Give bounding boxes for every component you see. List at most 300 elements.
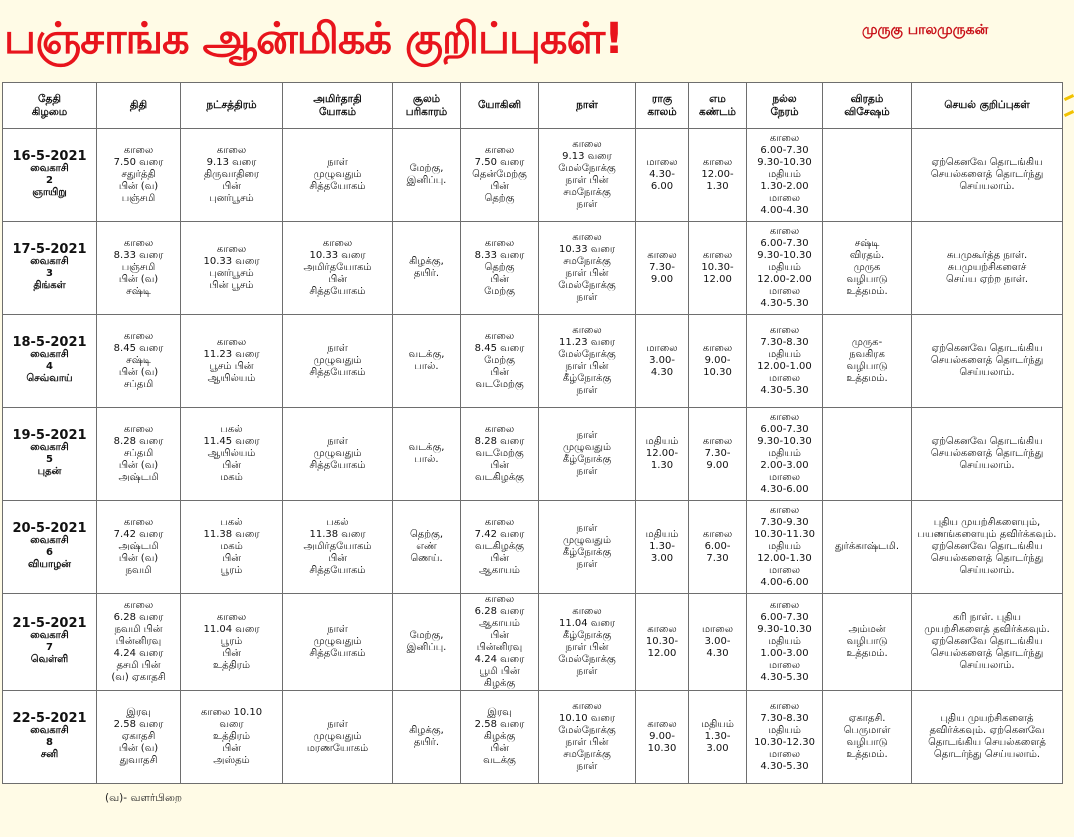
nakshatra-cell xyxy=(181,691,283,784)
action-notes-line: ஏற்கெனவே தொடங்கிய xyxy=(931,636,1043,647)
yogini-line: காலை xyxy=(484,145,515,156)
rahu-kalam-line: 1.30 xyxy=(650,460,674,471)
nalla-neram-line: 6.00-7.30 xyxy=(760,238,809,249)
nakshatra-line: பூசம் பின் xyxy=(209,361,254,372)
naal-line: காலை xyxy=(572,139,602,150)
amirthathi-yogam-line: முழுவதும் xyxy=(313,636,362,647)
nalla-neram-line: மதியம் xyxy=(768,636,801,647)
ema-kandam-line: 10.30 xyxy=(703,367,732,378)
nalla-neram-line: 4.30-5.30 xyxy=(760,761,809,772)
nalla-neram-line: 9.30-10.30 xyxy=(757,157,812,168)
yogini-line: மேற்கு xyxy=(484,286,515,297)
yogini-line: வடமேற்கு xyxy=(475,379,524,390)
yogini-line: பின் xyxy=(490,553,509,564)
column-header-text: பரிகாரம் xyxy=(405,105,448,118)
rahu-kalam-line: 3.00 xyxy=(650,553,674,564)
naal-line: கீழ்நோக்கு xyxy=(562,630,612,641)
nalla-neram-line: 4.30-5.30 xyxy=(760,672,809,683)
amirthathi-yogam-line: முழுவதும் xyxy=(313,355,362,366)
amirthathi-yogam-line: சித்தயோகம் xyxy=(309,648,366,659)
nalla-neram-line: மாலை xyxy=(768,660,801,671)
amirthathi-yogam-line: காலை xyxy=(322,238,353,249)
nalla-neram-line: 9.30-10.30 xyxy=(757,436,812,447)
thithi-line: 2.58 வரை xyxy=(113,719,164,730)
nalla-neram-line: மதியம் xyxy=(768,349,801,360)
soolam-pariharam-cell xyxy=(393,408,461,501)
nakshatra-cell xyxy=(181,315,283,408)
thithi-line: 8.33 வரை xyxy=(113,250,164,261)
column-header-ema-kandam xyxy=(689,83,747,129)
viratham-visesham-line: உத்தமம். xyxy=(846,286,888,297)
nalla-neram-line: மாலை xyxy=(768,373,801,384)
column-header-text: விரதம் xyxy=(850,92,884,105)
naal-line: முழுவதும் xyxy=(562,442,612,453)
nakshatra-line: காலை xyxy=(216,244,247,255)
rahu-kalam-line: மாலை xyxy=(646,343,678,354)
naal-line: நாள் பின் xyxy=(565,361,609,372)
action-notes-line: தொடர்ந்து செய்யலாம். xyxy=(933,749,1041,760)
table-row xyxy=(3,222,1063,315)
thithi-cell xyxy=(97,315,181,408)
thithi-line: நவமி பின் xyxy=(114,624,163,635)
soolam-pariharam-line: தயிர். xyxy=(413,268,440,279)
nalla-neram-cell xyxy=(747,129,823,222)
nalla-neram-line: 4.00-4.30 xyxy=(760,205,809,216)
naal-line: நாள் xyxy=(576,430,598,441)
nakshatra-cell xyxy=(181,222,283,315)
nalla-neram-line: காலை xyxy=(769,701,800,712)
naal-cell xyxy=(539,315,636,408)
yogini-line: வடகிழக்கு xyxy=(475,541,524,552)
naal-cell xyxy=(539,501,636,594)
yogini-line: இரவு xyxy=(487,707,512,718)
ema-kandam-line: 9.00 xyxy=(706,460,729,471)
viratham-visesham-cell xyxy=(823,691,912,784)
rahu-kalam-line: 10.30- xyxy=(645,636,679,647)
soolam-pariharam-line: ணெய். xyxy=(410,553,443,564)
nakshatra-line: மகம் xyxy=(220,472,243,483)
edge-decoration xyxy=(1064,94,1074,101)
soolam-pariharam-line: கிழக்கு, xyxy=(409,256,444,267)
amirthathi-yogam-cell xyxy=(283,129,393,222)
date-weekday-line: புதன் xyxy=(37,466,62,477)
yogini-line: பின் xyxy=(490,274,509,285)
soolam-pariharam-cell xyxy=(393,594,461,691)
thithi-line: சப்தமி xyxy=(123,448,154,459)
footnote: (வ)- வளர்பிறை xyxy=(105,792,183,804)
nakshatra-line: பூரம் xyxy=(220,565,243,576)
naal-line: 11.04 வரை xyxy=(558,618,615,629)
ema-kandam-line: மதியம் xyxy=(701,719,734,730)
yogini-line: 4.24 வரை xyxy=(474,654,525,665)
ema-kandam-line: காலை xyxy=(702,529,733,540)
nakshatra-line: பின் பூசம் xyxy=(209,280,254,291)
action-notes-line: செயல்களைத் தொடர்ந்து xyxy=(930,169,1044,180)
nakshatra-line: திருவாதிரை xyxy=(203,169,260,180)
nakshatra-line: காலை xyxy=(216,337,247,348)
amirthathi-yogam-cell xyxy=(283,315,393,408)
ema-kandam-cell xyxy=(689,222,747,315)
action-notes-line: ஏற்கெனவே தொடங்கிய xyxy=(931,436,1043,447)
amirthathi-yogam-line: சித்தயோகம் xyxy=(309,460,366,471)
nalla-neram-line: 6.00-7.30 xyxy=(760,612,809,623)
action-notes-line: முயற்சிகளைத் தவிர்க்கவும். xyxy=(924,624,1050,635)
thithi-line: பஞ்சமி xyxy=(121,262,156,273)
date-weekday-cell xyxy=(3,222,97,315)
nalla-neram-line: 12.00-1.00 xyxy=(757,361,812,372)
nakshatra-line: பின் xyxy=(222,553,241,564)
thithi-line: பின் (வ) xyxy=(118,181,159,192)
thithi-line: பின் (வ) xyxy=(118,367,159,378)
nakshatra-line: பகல் xyxy=(220,424,243,435)
naal-line: காலை xyxy=(572,701,602,712)
amirthathi-yogam-cell xyxy=(283,408,393,501)
nakshatra-line: 9.13 வரை xyxy=(206,157,257,168)
yogini-line: 7.42 வரை xyxy=(474,529,525,540)
nalla-neram-line: 7.30-9.30 xyxy=(760,517,809,528)
nakshatra-line: மகம் xyxy=(220,541,243,552)
action-notes-line: செயல்களைத் தொடர்ந்து xyxy=(930,553,1044,564)
action-notes-line: பயணங்களையும் தவிர்க்கவும். xyxy=(917,529,1057,540)
nakshatra-line: ஆயில்யம் xyxy=(207,448,256,459)
nalla-neram-line: மதியம் xyxy=(768,541,801,552)
soolam-pariharam-line: இனிப்பு. xyxy=(406,642,447,653)
ema-kandam-line: 9.00- xyxy=(704,355,731,366)
nalla-neram-line: காலை xyxy=(769,226,800,237)
naal-line: கீழ்நோக்கு xyxy=(562,454,612,465)
yogini-line: தென்மேற்கு xyxy=(472,169,527,180)
thithi-line: சஷ்டி xyxy=(126,286,151,297)
naal-cell xyxy=(539,129,636,222)
date-weekday-line: வெள்ளி xyxy=(30,654,69,665)
naal-cell xyxy=(539,408,636,501)
nalla-neram-line: காலை xyxy=(769,133,800,144)
column-header-text: கண்டம் xyxy=(699,105,736,118)
column-header-nakshatra xyxy=(181,83,283,129)
rahu-kalam-line: 12.00- xyxy=(645,448,679,459)
yogini-line: காலை xyxy=(484,517,515,528)
nakshatra-cell xyxy=(181,594,283,691)
ema-kandam-line: 1.30 xyxy=(706,181,729,192)
thithi-line: பின்னிரவு xyxy=(115,636,162,647)
nalla-neram-line: 6.00-7.30 xyxy=(760,145,809,156)
naal-line: 10.10 வரை xyxy=(558,713,615,724)
amirthathi-yogam-line: அமிர்தயோகம் xyxy=(303,541,372,552)
action-notes-line: சுபமுகூர்த்த நாள். xyxy=(946,250,1028,261)
date-weekday-line: வைகாசி xyxy=(30,535,69,546)
thithi-cell xyxy=(97,222,181,315)
date-weekday-line: சனி xyxy=(40,749,59,760)
column-header-text: நல்ல xyxy=(772,92,797,105)
thithi-line: துவாதசி xyxy=(119,755,158,766)
action-notes-cell xyxy=(912,501,1063,594)
rahu-kalam-line: 12.00 xyxy=(647,648,677,659)
action-notes-line: செய்யலாம். xyxy=(959,181,1015,192)
rahu-kalam-line: காலை xyxy=(647,719,677,730)
date-weekday-line: வைகாசி xyxy=(30,349,69,360)
action-notes-line: செயல்களைத் தொடர்ந்து xyxy=(930,448,1044,459)
rahu-kalam-cell xyxy=(636,222,689,315)
yogini-line: தெற்கு xyxy=(484,262,515,273)
column-header-soolam-pariharam xyxy=(393,83,461,129)
date-weekday-line: 16-5-2021 xyxy=(12,149,87,164)
amirthathi-yogam-line: பின் xyxy=(328,553,347,564)
soolam-pariharam-line: கிழக்கு, xyxy=(409,725,444,736)
nakshatra-line: புனர்பூசம் xyxy=(209,268,254,279)
thithi-cell xyxy=(97,408,181,501)
yogini-line: பின் xyxy=(490,630,509,641)
column-header-action-notes xyxy=(912,83,1063,129)
nakshatra-line: வரை xyxy=(219,719,244,730)
rahu-kalam-line: 3.00- xyxy=(649,355,675,366)
amirthathi-yogam-line: நாள் xyxy=(327,343,348,354)
date-weekday-line: 18-5-2021 xyxy=(12,335,87,350)
yogini-line: கிழக்கு xyxy=(483,731,516,742)
action-notes-line: செய்யலாம். xyxy=(959,565,1015,576)
ema-kandam-cell xyxy=(689,408,747,501)
viratham-visesham-line: வழிபாடு xyxy=(846,361,888,372)
naal-line: நாள் xyxy=(576,199,598,210)
ema-kandam-line: 4.30 xyxy=(706,648,729,659)
amirthathi-yogam-line: மரணயோகம் xyxy=(306,743,369,754)
edge-decoration xyxy=(1064,110,1074,117)
date-weekday-line: 5 xyxy=(46,454,53,465)
ema-kandam-line: 7.30- xyxy=(704,448,731,459)
action-notes-cell xyxy=(912,408,1063,501)
action-notes-cell xyxy=(912,315,1063,408)
nalla-neram-cell xyxy=(747,315,823,408)
amirthathi-yogam-line: சித்தயோகம் xyxy=(309,367,366,378)
nakshatra-line: காலை xyxy=(216,145,247,156)
amirthathi-yogam-line: நாள் xyxy=(327,719,348,730)
action-notes-line: செய்யலாம். xyxy=(959,367,1015,378)
date-weekday-cell xyxy=(3,315,97,408)
naal-line: சமநோக்கு xyxy=(563,256,611,267)
naal-line: 9.13 வரை xyxy=(562,151,612,162)
column-header-text: நட்சத்திரம் xyxy=(206,99,257,111)
date-weekday-line: 2 xyxy=(46,175,53,186)
nakshatra-line: 11.04 வரை xyxy=(203,624,260,635)
thithi-cell xyxy=(97,691,181,784)
date-weekday-cell xyxy=(3,129,97,222)
naal-line: நாள் xyxy=(576,292,598,303)
soolam-pariharam-line: வடக்கு, xyxy=(408,349,445,360)
table-row xyxy=(3,691,1063,784)
nakshatra-line: உத்திரம் xyxy=(213,731,250,742)
naal-line: நாள் xyxy=(576,466,598,477)
yogini-line: 8.45 வரை xyxy=(474,343,525,354)
yogini-line: ஆகாயம் xyxy=(479,618,520,629)
yogini-line: 7.50 வரை xyxy=(474,157,525,168)
nakshatra-line: ஆயில்யம் xyxy=(207,373,256,384)
amirthathi-yogam-line: 11.38 வரை xyxy=(309,529,366,540)
thithi-line: காலை xyxy=(123,517,154,528)
soolam-pariharam-line: தெற்கு, xyxy=(409,529,444,540)
yogini-line: காலை xyxy=(484,594,515,605)
thithi-line: (வ) ஏகாதசி xyxy=(111,672,166,683)
date-weekday-cell xyxy=(3,501,97,594)
thithi-line: சதுர்த்தி xyxy=(121,169,156,180)
viratham-visesham-line: வழிபாடு xyxy=(846,636,888,647)
nakshatra-line: காலை 10.10 xyxy=(200,707,263,718)
soolam-pariharam-cell xyxy=(393,222,461,315)
naal-line: மேல்நோக்கு xyxy=(558,654,616,665)
date-weekday-line: 20-5-2021 xyxy=(12,521,87,536)
amirthathi-yogam-line: நாள் xyxy=(327,624,348,635)
viratham-visesham-line: பெருமாள் xyxy=(843,725,891,736)
thithi-line: சஷ்டி xyxy=(126,355,151,366)
rahu-kalam-line: 1.30- xyxy=(649,541,675,552)
amirthathi-yogam-line: சித்தயோகம் xyxy=(309,286,366,297)
action-notes-cell xyxy=(912,691,1063,784)
amirthathi-yogam-line: 10.33 வரை xyxy=(309,250,366,261)
viratham-visesham-cell xyxy=(823,129,912,222)
nakshatra-line: பின் xyxy=(222,648,241,659)
nakshatra-line: 10.33 வரை xyxy=(203,256,260,267)
ema-kandam-line: 7.30 xyxy=(706,553,729,564)
ema-kandam-line: காலை xyxy=(702,250,733,261)
naal-line: நாள் பின் xyxy=(565,175,609,186)
action-notes-line: புதிய முயற்சிகளையும், xyxy=(933,517,1041,528)
nalla-neram-line: 6.00-7.30 xyxy=(760,424,809,435)
nalla-neram-line: 4.30-6.00 xyxy=(760,484,809,495)
column-header-text: காலம் xyxy=(647,105,677,118)
naal-line: சமநோக்கு xyxy=(563,749,611,760)
nalla-neram-line: 12.00-2.00 xyxy=(757,274,812,285)
rahu-kalam-cell xyxy=(636,408,689,501)
thithi-line: காலை xyxy=(123,424,154,435)
nakshatra-line: புனர்பூசம் xyxy=(209,193,254,204)
rahu-kalam-line: 4.30 xyxy=(650,367,674,378)
rahu-kalam-line: 7.30- xyxy=(649,262,675,273)
rahu-kalam-line: 4.30- xyxy=(649,169,675,180)
thithi-line: பின் (வ) xyxy=(118,553,159,564)
thithi-line: தசமி பின் xyxy=(116,660,161,671)
thithi-cell xyxy=(97,129,181,222)
amirthathi-yogam-line: நாள் xyxy=(327,157,348,168)
column-header-text: ராகு xyxy=(651,92,673,105)
nakshatra-line: உத்திரம் xyxy=(213,660,250,671)
rahu-kalam-line: 9.00- xyxy=(649,731,675,742)
nalla-neram-line: 9.30-10.30 xyxy=(757,250,812,261)
amirthathi-yogam-line: முழுவதும் xyxy=(313,169,362,180)
action-notes-line: ஏற்கெனவே தொடங்கிய xyxy=(931,541,1043,552)
viratham-visesham-line: வழிபாடு xyxy=(846,274,888,285)
viratham-visesham-line: உத்தமம். xyxy=(846,648,888,659)
nalla-neram-line: மாலை xyxy=(768,749,801,760)
viratham-visesham-line: நவகிரக xyxy=(849,349,885,360)
date-weekday-cell xyxy=(3,594,97,691)
yogini-cell xyxy=(461,594,539,691)
rahu-kalam-line: 6.00 xyxy=(650,181,674,192)
viratham-visesham-line: வழிபாடு xyxy=(846,737,888,748)
amirthathi-yogam-cell xyxy=(283,691,393,784)
yogini-line: 2.58 வரை xyxy=(474,719,525,730)
soolam-pariharam-line: தயிர். xyxy=(413,737,440,748)
nalla-neram-line: 1.00-3.00 xyxy=(760,648,809,659)
naal-cell xyxy=(539,594,636,691)
amirthathi-yogam-cell xyxy=(283,222,393,315)
table-row xyxy=(3,315,1063,408)
amirthathi-yogam-cell xyxy=(283,594,393,691)
naal-line: நாள் பின் xyxy=(565,737,609,748)
thithi-line: 8.28 வரை xyxy=(113,436,164,447)
amirthathi-yogam-line: முழுவதும் xyxy=(313,448,362,459)
thithi-line: காலை xyxy=(123,331,154,342)
thithi-line: 8.45 வரை xyxy=(113,343,164,354)
nalla-neram-line: மாலை xyxy=(768,286,801,297)
nakshatra-cell xyxy=(181,408,283,501)
nakshatra-line: 11.23 வரை xyxy=(203,349,260,360)
nalla-neram-line: 4.30-5.30 xyxy=(760,298,809,309)
nalla-neram-line: 12.00-1.30 xyxy=(757,553,812,564)
yogini-line: பின் xyxy=(490,367,509,378)
nalla-neram-line: 4.00-6.00 xyxy=(760,577,809,588)
yogini-line: காலை xyxy=(484,424,515,435)
action-notes-cell xyxy=(912,594,1063,691)
ema-kandam-cell xyxy=(689,691,747,784)
date-weekday-line: செவ்வாய் xyxy=(26,373,73,384)
action-notes-line: கரி நாள். புதிய xyxy=(952,612,1021,623)
date-weekday-line: வைகாசி xyxy=(30,163,69,174)
rahu-kalam-cell xyxy=(636,501,689,594)
nalla-neram-cell xyxy=(747,222,823,315)
yogini-line: வடகிழக்கு xyxy=(475,472,524,483)
yogini-line: வடக்கு xyxy=(483,755,516,766)
yogini-cell xyxy=(461,691,539,784)
date-weekday-cell xyxy=(3,408,97,501)
thithi-line: பின் (வ) xyxy=(118,274,159,285)
yogini-cell xyxy=(461,222,539,315)
yogini-line: தெற்கு xyxy=(484,193,515,204)
ema-kandam-cell xyxy=(689,129,747,222)
thithi-line: ஏகாதசி xyxy=(121,731,156,742)
thithi-line: அஷ்டமி xyxy=(118,472,159,483)
rahu-kalam-line: காலை xyxy=(647,250,677,261)
ema-kandam-line: மாலை xyxy=(701,624,734,635)
viratham-visesham-line: உத்தமம். xyxy=(846,373,888,384)
naal-line: 10.33 வரை xyxy=(558,244,615,255)
nakshatra-line: பின் xyxy=(222,460,241,471)
viratham-visesham-cell xyxy=(823,408,912,501)
viratham-visesham-line: துர்க்காஷ்டமி. xyxy=(834,541,900,552)
viratham-visesham-line: விரதம். xyxy=(849,250,885,261)
nalla-neram-line: காலை xyxy=(769,412,800,423)
ema-kandam-line: 10.30- xyxy=(701,262,734,273)
column-header-date-weekday xyxy=(3,83,97,129)
nakshatra-line: பூரம் xyxy=(220,636,243,647)
column-header-rahu-kalam xyxy=(636,83,689,129)
nalla-neram-line: மதியம் xyxy=(768,448,801,459)
action-notes-line: செய்யலாம். xyxy=(959,460,1015,471)
soolam-pariharam-line: எண் xyxy=(416,541,437,552)
yogini-line: காலை xyxy=(484,238,515,249)
page-header xyxy=(0,0,1074,82)
action-notes-line: செயல்களைத் தொடர்ந்து xyxy=(930,355,1044,366)
nakshatra-cell xyxy=(181,501,283,594)
viratham-visesham-cell xyxy=(823,222,912,315)
yogini-line: கிழக்கு xyxy=(483,678,516,689)
amirthathi-yogam-line: சித்தயோகம் xyxy=(309,181,366,192)
yogini-cell xyxy=(461,501,539,594)
nakshatra-line: அஸ்தம் xyxy=(213,755,250,766)
column-header-text: யோகம் xyxy=(318,105,357,118)
thithi-line: 4.24 வரை xyxy=(113,648,164,659)
nalla-neram-line: 7.30-8.30 xyxy=(760,337,809,348)
yogini-cell xyxy=(461,315,539,408)
yogini-line: பின் xyxy=(490,460,509,471)
nalla-neram-line: 10.30-12.30 xyxy=(754,737,815,748)
